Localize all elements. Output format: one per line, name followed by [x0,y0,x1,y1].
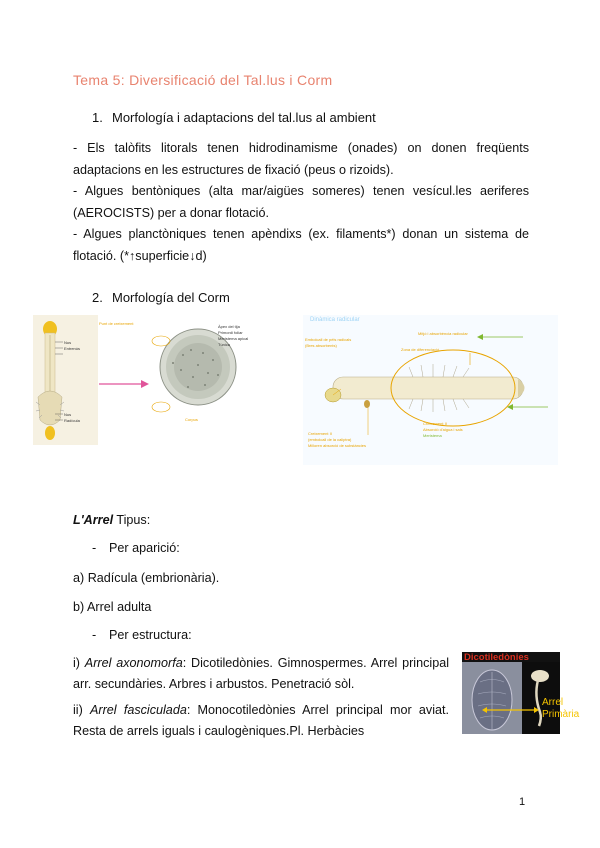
label-radicle: Radícula [64,418,80,423]
section-1-paragraphs [73,138,529,267]
label-water-salt-absorption: Absorció d'aigua i sals [423,427,463,432]
label-absorbent-hairs: (Bres absorbents) [305,343,337,348]
label-calyptra-sheath: (embolcall de la caliptra) [308,437,352,442]
list-item-by-structure [92,628,192,642]
page-number: 1 [519,796,526,808]
dash-bullet: - [92,628,97,642]
label-root-dynamics-title: Dinàmica radicular [310,317,360,323]
type-i-term: Arrel axonomorfa [84,656,183,670]
arrel-heading-line [73,513,150,527]
label-corpus: Corpus [185,417,198,422]
list-item-radicle: a) Radícula (embrionària). [73,571,220,585]
root-type-fasciculate [73,700,449,742]
dicotyledon-title: Dicotiledònies [464,652,529,663]
page-title: Tema 5: Diversificació del Tal.lus i Corm [73,72,333,88]
label-node-2: Nus [64,412,72,417]
paragraph-planktonic-algae: - Algues planctòniques tenen apèndixs (ex. filaments*) donan un sistema de flotació. (*↑superficie↓d) [73,227,529,263]
section-2-heading [92,290,230,305]
type-ii-description: : Monocotiledònies Arrel principal mor aviat. Resta de arrels iguals i caulogèniques.Pl. Herbàcies [73,703,449,738]
dash-bullet: - [92,541,97,555]
label-root-hair-sheath: Embolcall de pèls radicals [305,337,352,342]
label-internode: Entrenús [64,346,81,351]
label-tunica: Túnica [218,342,231,347]
dicotyledon-photo-svg [462,652,560,734]
list-item-adult-root: b) Arrel adulta [73,600,152,614]
label-meristem: Meristema [423,433,442,438]
label-root-absorption: Mitjó i absorbència radicular [418,331,468,336]
list-item-text: Per estructura: [109,628,192,642]
label-differentiation-zone: Zona de diferenciació [401,347,440,352]
label-growth-ii-1: Creixement II [308,431,332,436]
type-ii-prefix: ii) [73,703,91,717]
paragraph-coastal-thallophytes: - Els talòfits litorals tenen hidrodinamisme (onades) on donen freqüents adaptacions en les estructures de fixació (peus o rizoids). [73,141,529,177]
section-1-title: Morfología i adaptacions del tal.lus al ambient [112,110,376,125]
corm-diagram-svg [33,315,563,475]
section-2-title: Morfología del Corm [112,290,230,305]
arrel-heading-suffix: Tipus: [113,513,151,527]
label-apical-meristem: Meristema apical [218,336,249,341]
label-stem-apex: Àpex del tija [218,324,240,329]
type-i-description: : Dicotiledònies. Gimnospermes. Arrel principal arr. secundàries. Arbres i arbustos. Penetració sòl. [73,656,449,691]
primary-root-label-line2: Primària [542,709,580,720]
seedling-drawing [33,315,98,445]
root-type-axonomorph [73,653,449,695]
dicotyledon-figure [462,652,560,734]
arrel-heading: L'Arrel [73,513,114,527]
section-2-number: 2. [92,290,103,305]
label-growth-point: Punt de creixement [99,321,134,326]
type-i-prefix: i) [73,656,85,670]
primary-root-label-line1: Arrel [542,697,564,708]
list-item-by-appearance [92,541,180,555]
section-1-number: 1. [92,110,103,125]
section-1-heading [92,110,376,125]
label-leaf-primordium: Primordi foliar [218,330,243,335]
list-item-text: Per aparició: [109,541,180,555]
type-ii-term: Arrel fasciculada [90,703,187,717]
label-growth-ii-2: Creixement II [423,421,447,426]
corm-morphology-figure [33,315,563,475]
label-node-1: Nus [64,340,72,345]
pink-arrow-icon [99,380,149,388]
paragraph-benthic-algae: - Algues bentòniques (alta mar/aigües someres) tenen vesícul.les aeriferes (AEROCISTS) per a donar flotació. [73,184,529,220]
label-improved-absorption: Milloren absorció de substàncies [308,443,367,448]
